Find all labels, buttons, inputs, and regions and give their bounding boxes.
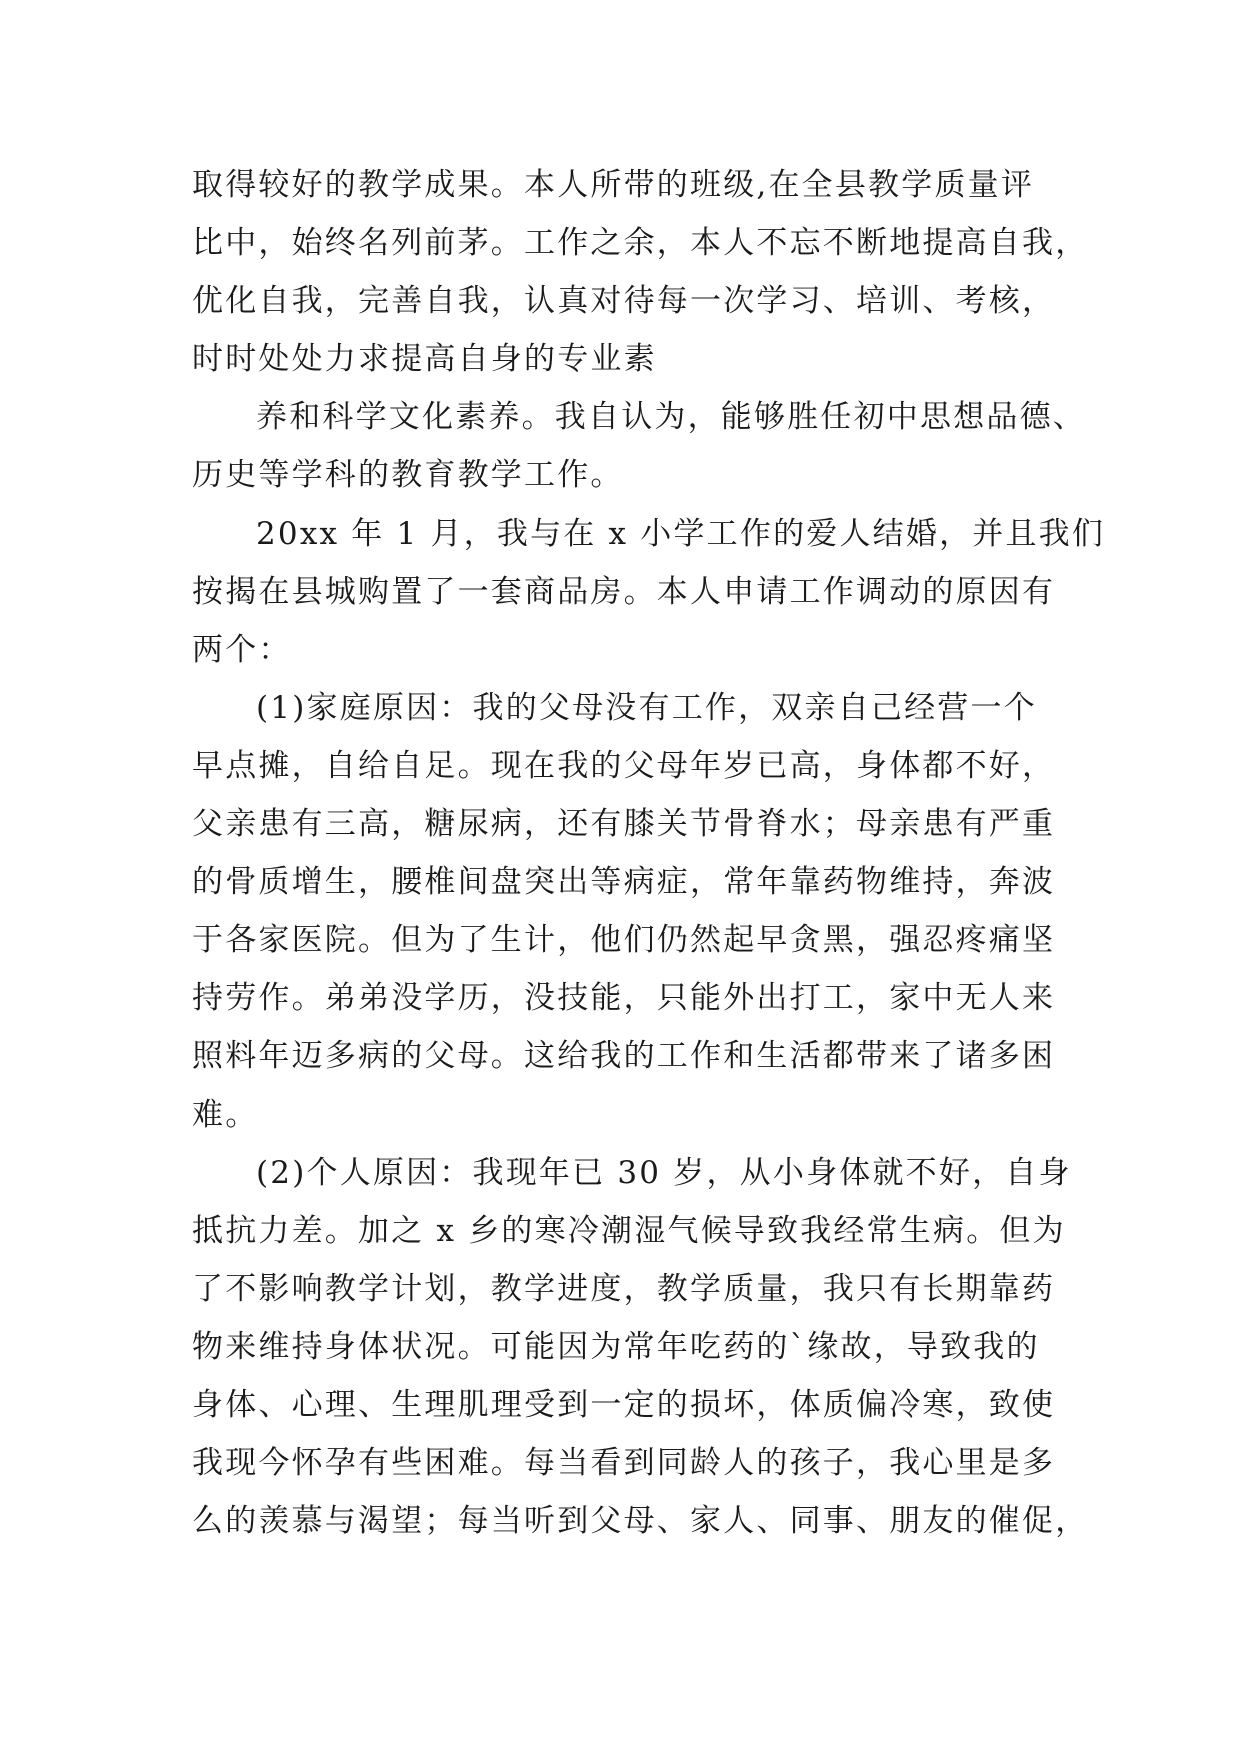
text-line: (2)个人原因：我现年已 30 岁，从小身体就不好，自身 (256, 1154, 1072, 1191)
text-line: 的骨质增生，腰椎间盘突出等病症，常年靠药物维持，奔波 (192, 864, 1056, 901)
text-line: 时时处处力求提高自身的专业素 (192, 341, 657, 378)
text-line: 身体、心理、生理肌理受到一定的损坏，体质偏冷寒，致使 (192, 1386, 1056, 1423)
text-line: 两个： (192, 631, 292, 668)
text-line: 养和科学文化素养。我自认为，能够胜任初中思想品德、 (256, 399, 1086, 436)
text-line: 按揭在县城购置了一套商品房。本人申请工作调动的原因有 (192, 573, 1056, 610)
text-line: 物来维持身体状况。可能因为常年吃药的`缘故，导致我的 (192, 1328, 1040, 1365)
text-line: 持劳作。弟弟没学历，没技能，只能外出打工，家中无人来 (192, 980, 1056, 1017)
text-line: 我现今怀孕有些困难。每当看到同龄人的孩子，我心里是多 (192, 1445, 1056, 1482)
text-line: 比中，始终名列前茅。工作之余，本人不忘不断地提高自我， (192, 225, 1089, 262)
text-line: 20xx 年 1 月，我与在 x 小学工作的爱人结婚，并且我们 (256, 515, 1106, 552)
body-text (192, 156, 1106, 1550)
text-line: 历史等学科的教育教学工作。 (192, 457, 624, 494)
text-line: 了不影响教学计划，教学进度，教学质量，我只有长期靠药 (192, 1270, 1056, 1307)
text-line: 于各家医院。但为了生计，他们仍然起早贪黑，强忍疼痛坚 (192, 922, 1056, 959)
text-line: 取得较好的教学成果。本人所带的班级,在全县教学质量评 (192, 167, 1035, 203)
text-line: 照料年迈多病的父母。这给我的工作和生活都带来了诸多困 (192, 1038, 1056, 1075)
text-line: 抵抗力差。加之 x 乡的寒冷潮湿气候导致我经常生病。但为 (192, 1212, 1066, 1249)
text-line: 早点摊，自给自足。现在我的父母年岁已高，身体都不好， (192, 747, 1056, 784)
text-line: 优化自我，完善自我，认真对待每一次学习、培训、考核， (192, 283, 1056, 320)
text-line: 难。 (192, 1096, 259, 1133)
text-line: (1)家庭原因：我的父母没有工作，双亲自己经营一个 (256, 689, 1037, 726)
text-line: 么的羡慕与渴望；每当听到父母、家人、同事、朋友的催促， (192, 1503, 1089, 1540)
text-line: 父亲患有三高，糖尿病，还有膝关节骨脊水；母亲患有严重 (192, 806, 1056, 843)
